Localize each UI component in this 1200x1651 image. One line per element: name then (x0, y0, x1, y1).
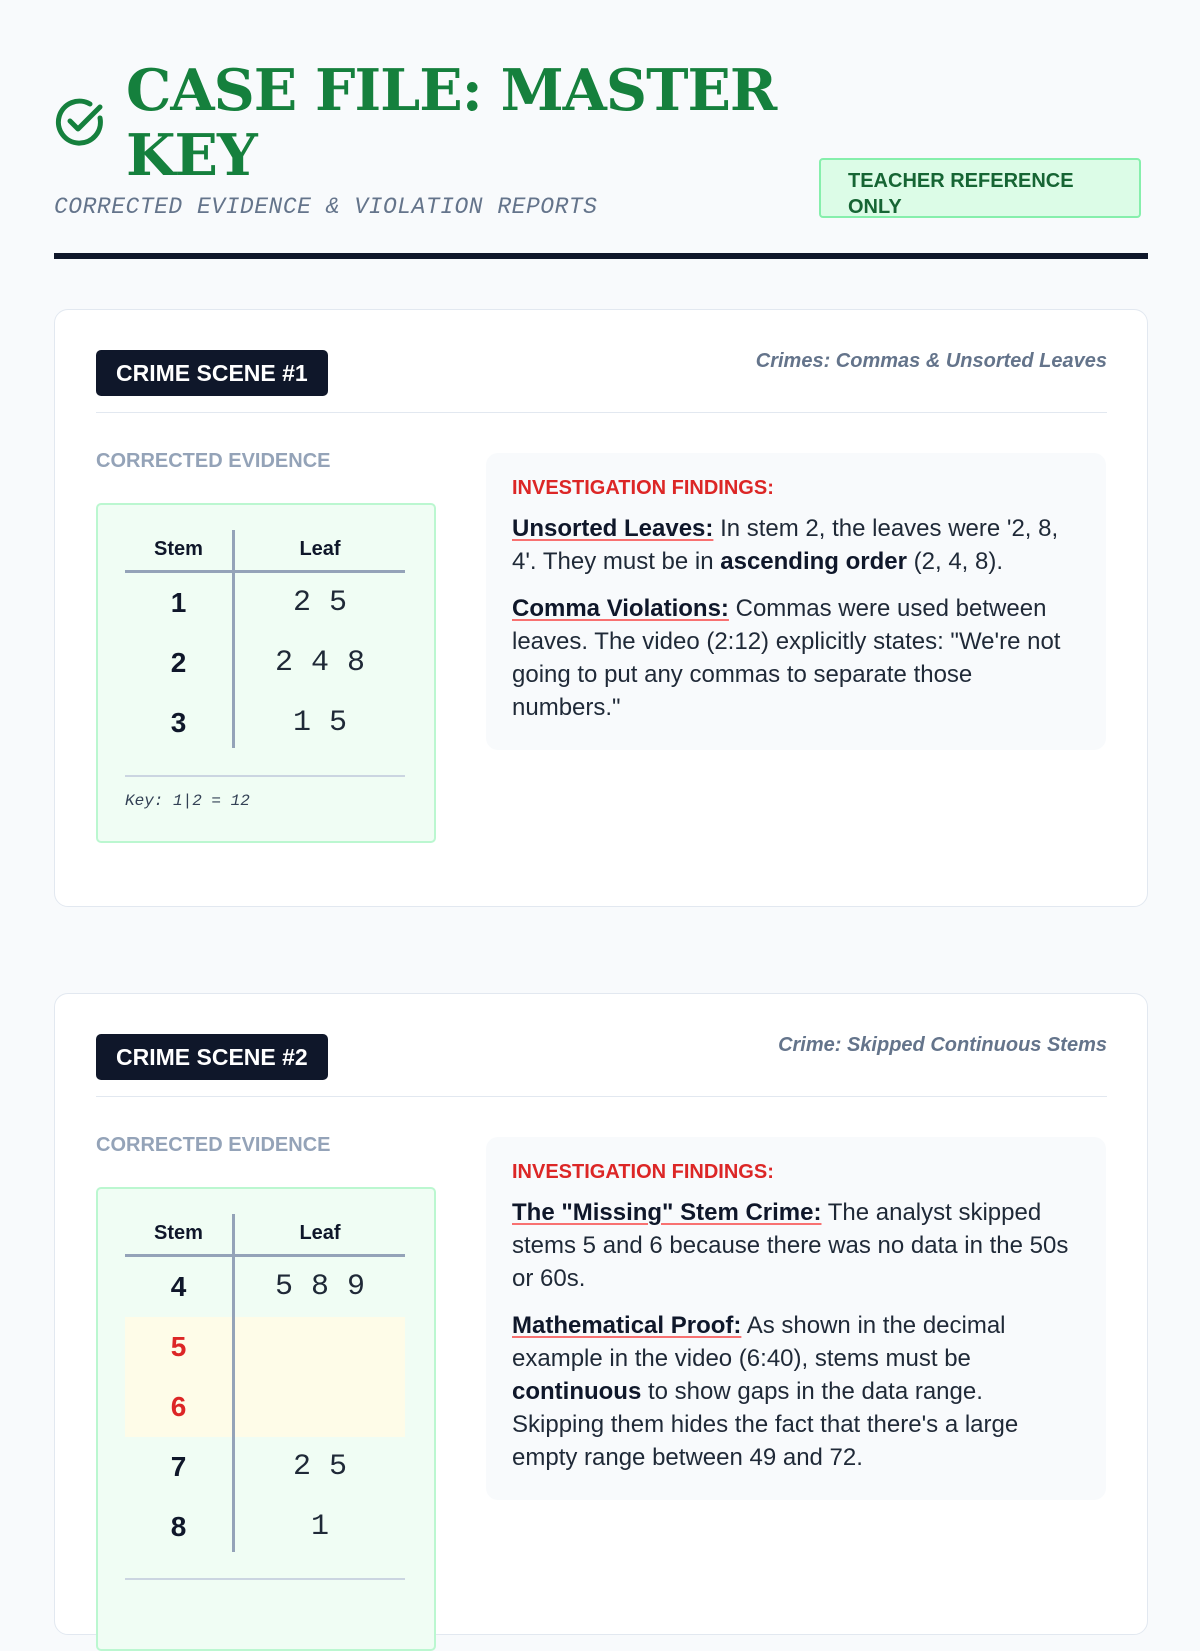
stem-value: 4 (170, 1271, 187, 1302)
plot-row-restored (125, 1317, 405, 1377)
check-circle-icon (54, 96, 106, 148)
finding-text: Commas were used between leaves. The video (2:12) explicitly states: "We're not going to put any commas to separate those numbers." (512, 595, 1061, 721)
stem-header: Stem (154, 538, 203, 560)
plot-row (125, 693, 405, 753)
finding-mathematical-proof (512, 1309, 1080, 1474)
finding-text: to show gaps in the data range. Skipping them hides the fact that there's a large empty range between 49 and 72. (512, 1378, 1019, 1471)
key-divider (125, 775, 405, 777)
plot-divider-line (232, 1214, 235, 1552)
page-title: CASE FILE: MASTER KEY (126, 57, 777, 189)
finding-emphasis: continuous (512, 1378, 642, 1405)
leaf-values: 1 (310, 1510, 329, 1544)
plot-row (125, 573, 405, 633)
stem-value: 7 (170, 1451, 187, 1482)
stem-value: 2 (170, 647, 187, 678)
stem-leaf-plot-2 (96, 1187, 436, 1651)
finding-missing-stem (512, 1196, 1080, 1295)
crime-scene-2-card (54, 993, 1148, 1635)
teacher-reference-badge: TEACHER REFERENCE ONLY (819, 158, 1141, 218)
plot-row (125, 1497, 405, 1557)
finding-comma-violations (512, 592, 1080, 724)
header-divider (54, 253, 1148, 259)
crime-scene-2-label: CRIME SCENE #2 (96, 1034, 328, 1080)
card-divider (96, 1096, 1107, 1097)
stem-value: 5 (170, 1331, 187, 1362)
stem-value: 8 (170, 1511, 187, 1542)
findings-heading: INVESTIGATION FINDINGS: (512, 477, 774, 499)
finding-text: (2, 4, 8). (906, 548, 1004, 575)
stem-leaf-plot-1 (96, 503, 436, 843)
card-divider (96, 412, 1107, 413)
plot-row-restored (125, 1377, 405, 1437)
leaf-values: 2 5 (292, 1450, 347, 1484)
finding-unsorted-leaves (512, 512, 1080, 578)
crime-scene-1-crimes: Crimes: Commas & Unsorted Leaves (755, 350, 1107, 372)
plot-row (125, 1437, 405, 1497)
leaf-values: 5 8 9 (274, 1270, 365, 1304)
crime-scene-1-card (54, 309, 1148, 907)
finding-text: In stem 2, the leaves were '2, 8, 4'. They must be in (512, 515, 1059, 575)
key-divider (125, 1578, 405, 1580)
investigation-findings-1 (486, 453, 1106, 750)
plot-row (125, 633, 405, 693)
stem-value: 3 (170, 707, 187, 738)
leaf-header: Leaf (299, 1222, 341, 1244)
finding-title: The "Missing" Stem Crime: (512, 1199, 822, 1226)
finding-title: Mathematical Proof: (512, 1312, 742, 1339)
plot-key: Key: 1|2 = 12 (125, 792, 250, 810)
finding-emphasis: ascending order (720, 548, 907, 575)
stem-value: 6 (170, 1391, 187, 1422)
finding-title: Comma Violations: (512, 595, 729, 622)
leaf-header: Leaf (299, 538, 341, 560)
investigation-findings-2 (486, 1137, 1106, 1500)
finding-title: Unsorted Leaves: (512, 515, 714, 542)
leaf-values: 2 4 8 (274, 646, 365, 680)
stem-value: 1 (170, 587, 187, 618)
corrected-evidence-label: CORRECTED EVIDENCE (96, 450, 331, 472)
plot-row (125, 1257, 405, 1317)
crime-scene-1-label: CRIME SCENE #1 (96, 350, 328, 396)
finding-text: As shown in the decimal example in the video (6:40), stems must be (512, 1312, 1006, 1372)
crime-scene-2-crimes: Crime: Skipped Continuous Stems (778, 1034, 1107, 1056)
leaf-values: 1 5 (292, 706, 347, 740)
leaf-values: 2 5 (292, 586, 347, 620)
corrected-evidence-label: CORRECTED EVIDENCE (96, 1134, 331, 1156)
finding-text: The analyst skipped stems 5 and 6 because there was no data in the 50s or 60s. (512, 1199, 1069, 1292)
stem-header: Stem (154, 1222, 203, 1244)
findings-heading: INVESTIGATION FINDINGS: (512, 1161, 774, 1183)
page-subtitle: CORRECTED EVIDENCE & VIOLATION REPORTS (54, 194, 598, 220)
